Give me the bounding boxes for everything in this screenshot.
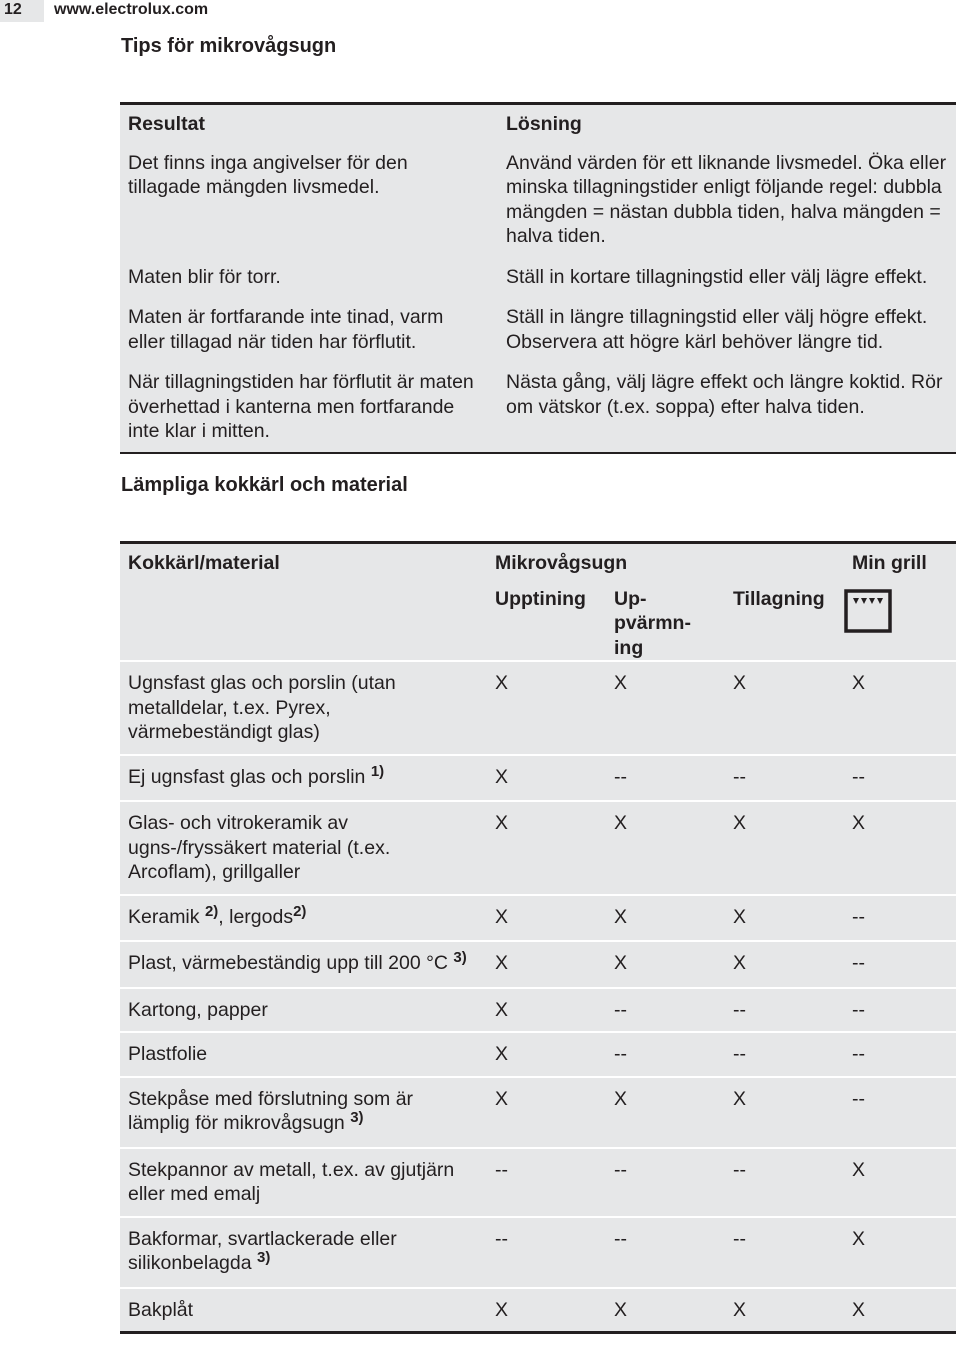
value-upptining: X [487,1288,606,1333]
footnote-ref: 3) [350,1109,364,1126]
material-cell: Stekpåse med förslutning som är lämplig för mikrovågsugn $^{3)}$ [120,1077,487,1148]
value-upptining: -- [487,1217,606,1288]
material-cell: Stekpannor av metall, t.ex. av gjutjärn eller med emalj [120,1148,487,1217]
value-uppvarmning: X [606,661,725,755]
table-row [120,1032,956,1077]
result-cell: Maten är fortfarande inte tinad, varm eller tillagad när tiden har förflutit. [128,306,444,353]
value-uppvarmning: -- [606,1148,725,1217]
table-row [120,257,956,298]
value-grill: X [844,1288,956,1333]
material-cell: Plast, värmebeständig upp till 200 °C $^{3)}$ [120,941,487,988]
header-losning: Lösning [506,113,582,135]
section-title-tips: Tips för mikrovågsugn [121,35,337,57]
cookware-header-row [120,543,956,580]
value-upptining: -- [487,1148,606,1217]
value-tillagning: -- [725,755,844,802]
table-row [120,1288,956,1333]
value-uppvarmning: -- [606,1032,725,1077]
subheader-grill [844,580,956,662]
subheader-uppvarmning: Uppvärmning [614,587,691,659]
value-tillagning: -- [725,1148,844,1217]
value-upptining: X [487,801,606,895]
footnote-ref: 2) [293,902,307,920]
material-cell: Ej ugnsfast glas och porslin $^{1)}$ [120,755,487,802]
header-grill: Min grill [852,552,927,574]
value-grill: X [844,1148,956,1217]
table-row [120,801,956,895]
value-upptining: X [487,755,606,802]
solution-cell: Ställ in längre tillagningstid eller välj högre effekt. Observera att högre kärl behöver längre tid. [506,306,928,353]
tips-header-row [120,104,956,143]
solution-cell: Använd värden för ett liknande livsmedel. Öka eller minska tillagningstider enligt följande regel: dubbla mängden = nästan dubbla tiden, halva mängden = halva tiden. [506,151,947,247]
subheader-empty [120,580,487,662]
table-row [120,1148,956,1217]
table-row [120,143,956,257]
material-cell: Kartong, papper [120,988,487,1033]
cookware-subheader-row [120,580,956,662]
material-cell: Ugnsfast glas och porslin (utan metalldelar, t.ex. Pyrex, värmebeständigt glas) [120,661,487,755]
value-uppvarmning: X [606,1077,725,1148]
table-row [120,755,956,802]
value-uppvarmning: -- [606,988,725,1033]
value-grill: -- [844,988,956,1033]
table-row [120,1217,956,1288]
value-upptining: X [487,988,606,1033]
footnote-ref: 1) [370,762,385,780]
page-number: 12 [0,0,44,22]
material-cell: Bakformar, svartlackerade eller silikonbelagda $^{3)}$ [120,1217,487,1288]
solution-cell: Ställ in kortare tillagningstid eller välj lägre effekt. [506,265,928,288]
value-tillagning: X [725,801,844,895]
cookware-table [120,541,956,1334]
tips-table [120,102,956,454]
value-grill: -- [844,941,956,988]
result-cell: Maten blir för torr. [128,265,281,288]
value-tillagning: -- [725,1217,844,1288]
footnote-ref: 3) [453,949,467,966]
table-row [120,1077,956,1148]
value-uppvarmning: -- [606,755,725,802]
value-tillagning: X [725,1288,844,1333]
value-tillagning: -- [725,988,844,1033]
value-grill: X [844,661,956,755]
value-uppvarmning: X [606,941,725,988]
value-upptining: X [487,1077,606,1148]
value-grill: -- [844,1032,956,1077]
material-cell: Bakplåt [120,1288,487,1333]
value-uppvarmning: X [606,1288,725,1333]
solution-cell: Nästa gång, välj lägre effekt och längre koktid. Rör om vätskor (t.ex. soppa) efter halva tiden. [506,371,943,418]
oven-grill-icon [844,589,892,633]
table-row [120,988,956,1033]
table-row [120,362,956,453]
header-resultat: Resultat [128,113,205,135]
page-header [0,0,960,22]
value-tillagning: X [725,661,844,755]
value-grill: X [844,1217,956,1288]
table-row [120,895,956,942]
value-upptining: X [487,941,606,988]
value-uppvarmning: X [606,895,725,942]
site-url: www.electrolux.com [54,1,209,18]
value-grill: -- [844,895,956,942]
value-upptining: X [487,1032,606,1077]
material-cell: Plastfolie [120,1032,487,1077]
table-row [120,661,956,755]
value-uppvarmning: X [606,801,725,895]
value-grill: -- [844,755,956,802]
header-microwave: Mikrovågsugn [495,552,628,574]
section-title-cookware: Lämpliga kokkärl och material [121,474,408,496]
value-upptining: X [487,895,606,942]
value-grill: X [844,801,956,895]
material-cell: Glas- och vitrokeramik av ugns-/fryssäkert material (t.ex. Arcoflam), grillgaller [120,801,487,895]
value-tillagning: X [725,895,844,942]
value-grill: -- [844,1077,956,1148]
table-row [120,941,956,988]
material-cell: Keramik $^{2)}$, lergods$^{2)}$ [120,895,487,942]
value-tillagning: -- [725,1032,844,1077]
value-tillagning: X [725,1077,844,1148]
result-cell: När tillagningstiden har förflutit är maten överhettad i kanterna men fortfarande inte klar i mitten. [128,371,474,442]
footnote-ref: 2) [204,902,219,920]
table-row [120,297,956,362]
value-tillagning: X [725,941,844,988]
subheader-upptining: Upptining [495,587,586,610]
header-material: Kokkärl/material [128,552,280,574]
value-uppvarmning: -- [606,1217,725,1288]
value-upptining: X [487,661,606,755]
footnote-ref: 3) [257,1249,271,1266]
subheader-tillagning: Tillagning [733,587,825,610]
result-cell: Det finns inga angivelser för den tillagade mängden livsmedel. [128,151,408,198]
